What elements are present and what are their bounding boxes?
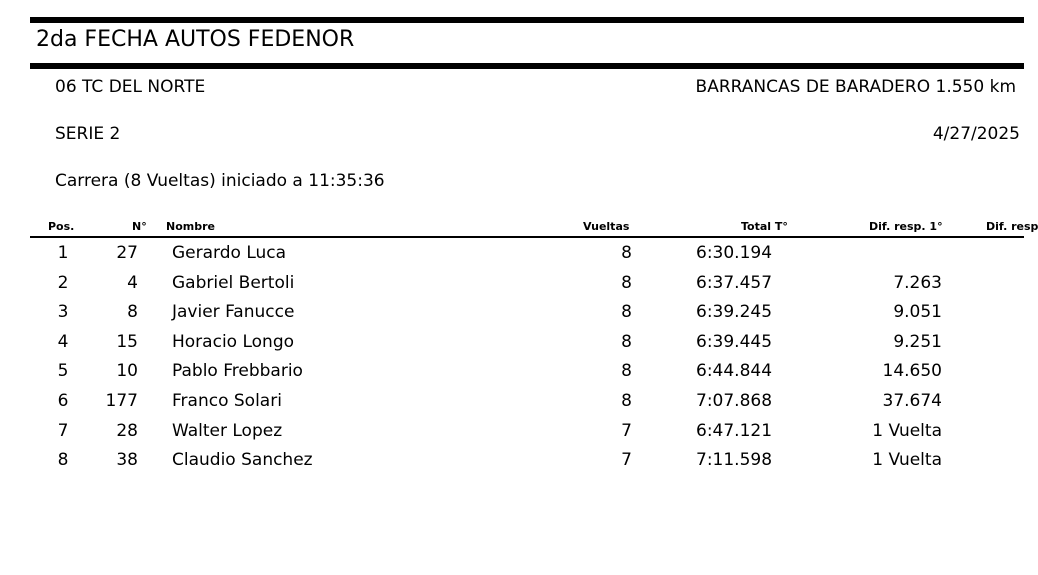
cell-name: Javier Fanucce	[172, 302, 295, 323]
cell-laps: 7	[621, 420, 632, 441]
race-date: 4/27/2025	[932, 124, 1020, 144]
cell-number: 177	[105, 390, 138, 411]
cell-pos: 4	[57, 331, 69, 352]
header-rule	[30, 236, 1024, 238]
cell-name: Gabriel Bertoli	[172, 272, 295, 293]
cell-diff-first: 7.263	[893, 272, 942, 293]
table-row	[0, 240, 1024, 270]
column-header-number: N°	[132, 220, 147, 233]
cell-number: 28	[116, 420, 138, 441]
cell-diff-first: 9.251	[893, 331, 942, 352]
page-title: 2da FECHA AUTOS FEDENOR	[36, 27, 355, 52]
cell-name: Pablo Frebbario	[172, 361, 303, 382]
cell-number: 15	[116, 331, 138, 352]
cell-number: 10	[116, 361, 138, 382]
cell-name: Franco Solari	[172, 390, 282, 411]
cell-total-time: 6:30.194	[696, 243, 773, 263]
cell-diff-first: 1 Vuelta	[872, 420, 942, 441]
cell-number: 8	[127, 302, 138, 323]
table-row	[0, 418, 1024, 448]
cell-total-time: 6:47.121	[696, 420, 773, 441]
cell-pos: 6	[57, 390, 69, 411]
column-header-pos: Pos.	[48, 220, 75, 233]
cell-number: 4	[127, 272, 138, 293]
title-rule	[30, 63, 1024, 69]
cell-name: Horacio Longo	[172, 331, 295, 352]
cell-laps: 8	[621, 361, 632, 382]
column-header-name: Nombre	[166, 220, 215, 233]
cell-total-time: 7:07.868	[696, 390, 773, 411]
cell-total-time: 6:37.457	[696, 272, 773, 293]
table-row	[0, 447, 1024, 477]
cell-laps: 8	[621, 302, 632, 323]
cell-name: Walter Lopez	[172, 420, 283, 441]
table-row	[0, 329, 1024, 359]
cell-laps: 8	[621, 243, 632, 263]
table-row	[0, 270, 1024, 300]
cell-pos: 1	[57, 243, 69, 263]
track-info: BARRANCAS DE BARADERO 1.550 km	[695, 77, 1016, 97]
column-header-total-time: Total T°	[741, 220, 788, 233]
cell-pos: 8	[57, 450, 69, 471]
table-row	[0, 388, 1024, 418]
column-header-laps: Vueltas	[583, 220, 630, 233]
table-row	[0, 358, 1024, 388]
cell-total-time: 6:44.844	[696, 361, 773, 382]
cell-pos: 3	[57, 302, 69, 323]
cell-laps: 8	[621, 272, 632, 293]
top-rule	[30, 17, 1024, 23]
cell-name: Claudio Sanchez	[172, 450, 313, 471]
table-row	[0, 299, 1024, 329]
results-table	[0, 240, 1024, 477]
cell-total-time: 6:39.445	[696, 331, 773, 352]
event-name: 06 TC DEL NORTE	[55, 77, 206, 97]
cell-number: 38	[116, 450, 138, 471]
cell-name: Gerardo Luca	[172, 243, 287, 263]
serie-label: SERIE 2	[55, 124, 121, 144]
race-start-info: Carrera (8 Vueltas) iniciado a 11:35:36	[55, 171, 385, 191]
column-header-diff-previous: Dif. resp	[986, 220, 1038, 233]
cell-laps: 8	[621, 390, 632, 411]
cell-diff-first: 14.650	[882, 361, 942, 382]
cell-laps: 8	[621, 331, 632, 352]
cell-pos: 2	[57, 272, 69, 293]
column-header-diff-first: Dif. resp. 1°	[869, 220, 943, 233]
cell-diff-first: 37.674	[882, 390, 942, 411]
cell-number: 27	[116, 243, 138, 263]
cell-diff-first: 9.051	[893, 302, 942, 323]
cell-total-time: 7:11.598	[696, 450, 773, 471]
cell-diff-first: 1 Vuelta	[872, 450, 942, 471]
cell-pos: 7	[57, 420, 69, 441]
cell-laps: 7	[621, 450, 632, 471]
cell-total-time: 6:39.245	[696, 302, 773, 323]
cell-pos: 5	[57, 361, 69, 382]
